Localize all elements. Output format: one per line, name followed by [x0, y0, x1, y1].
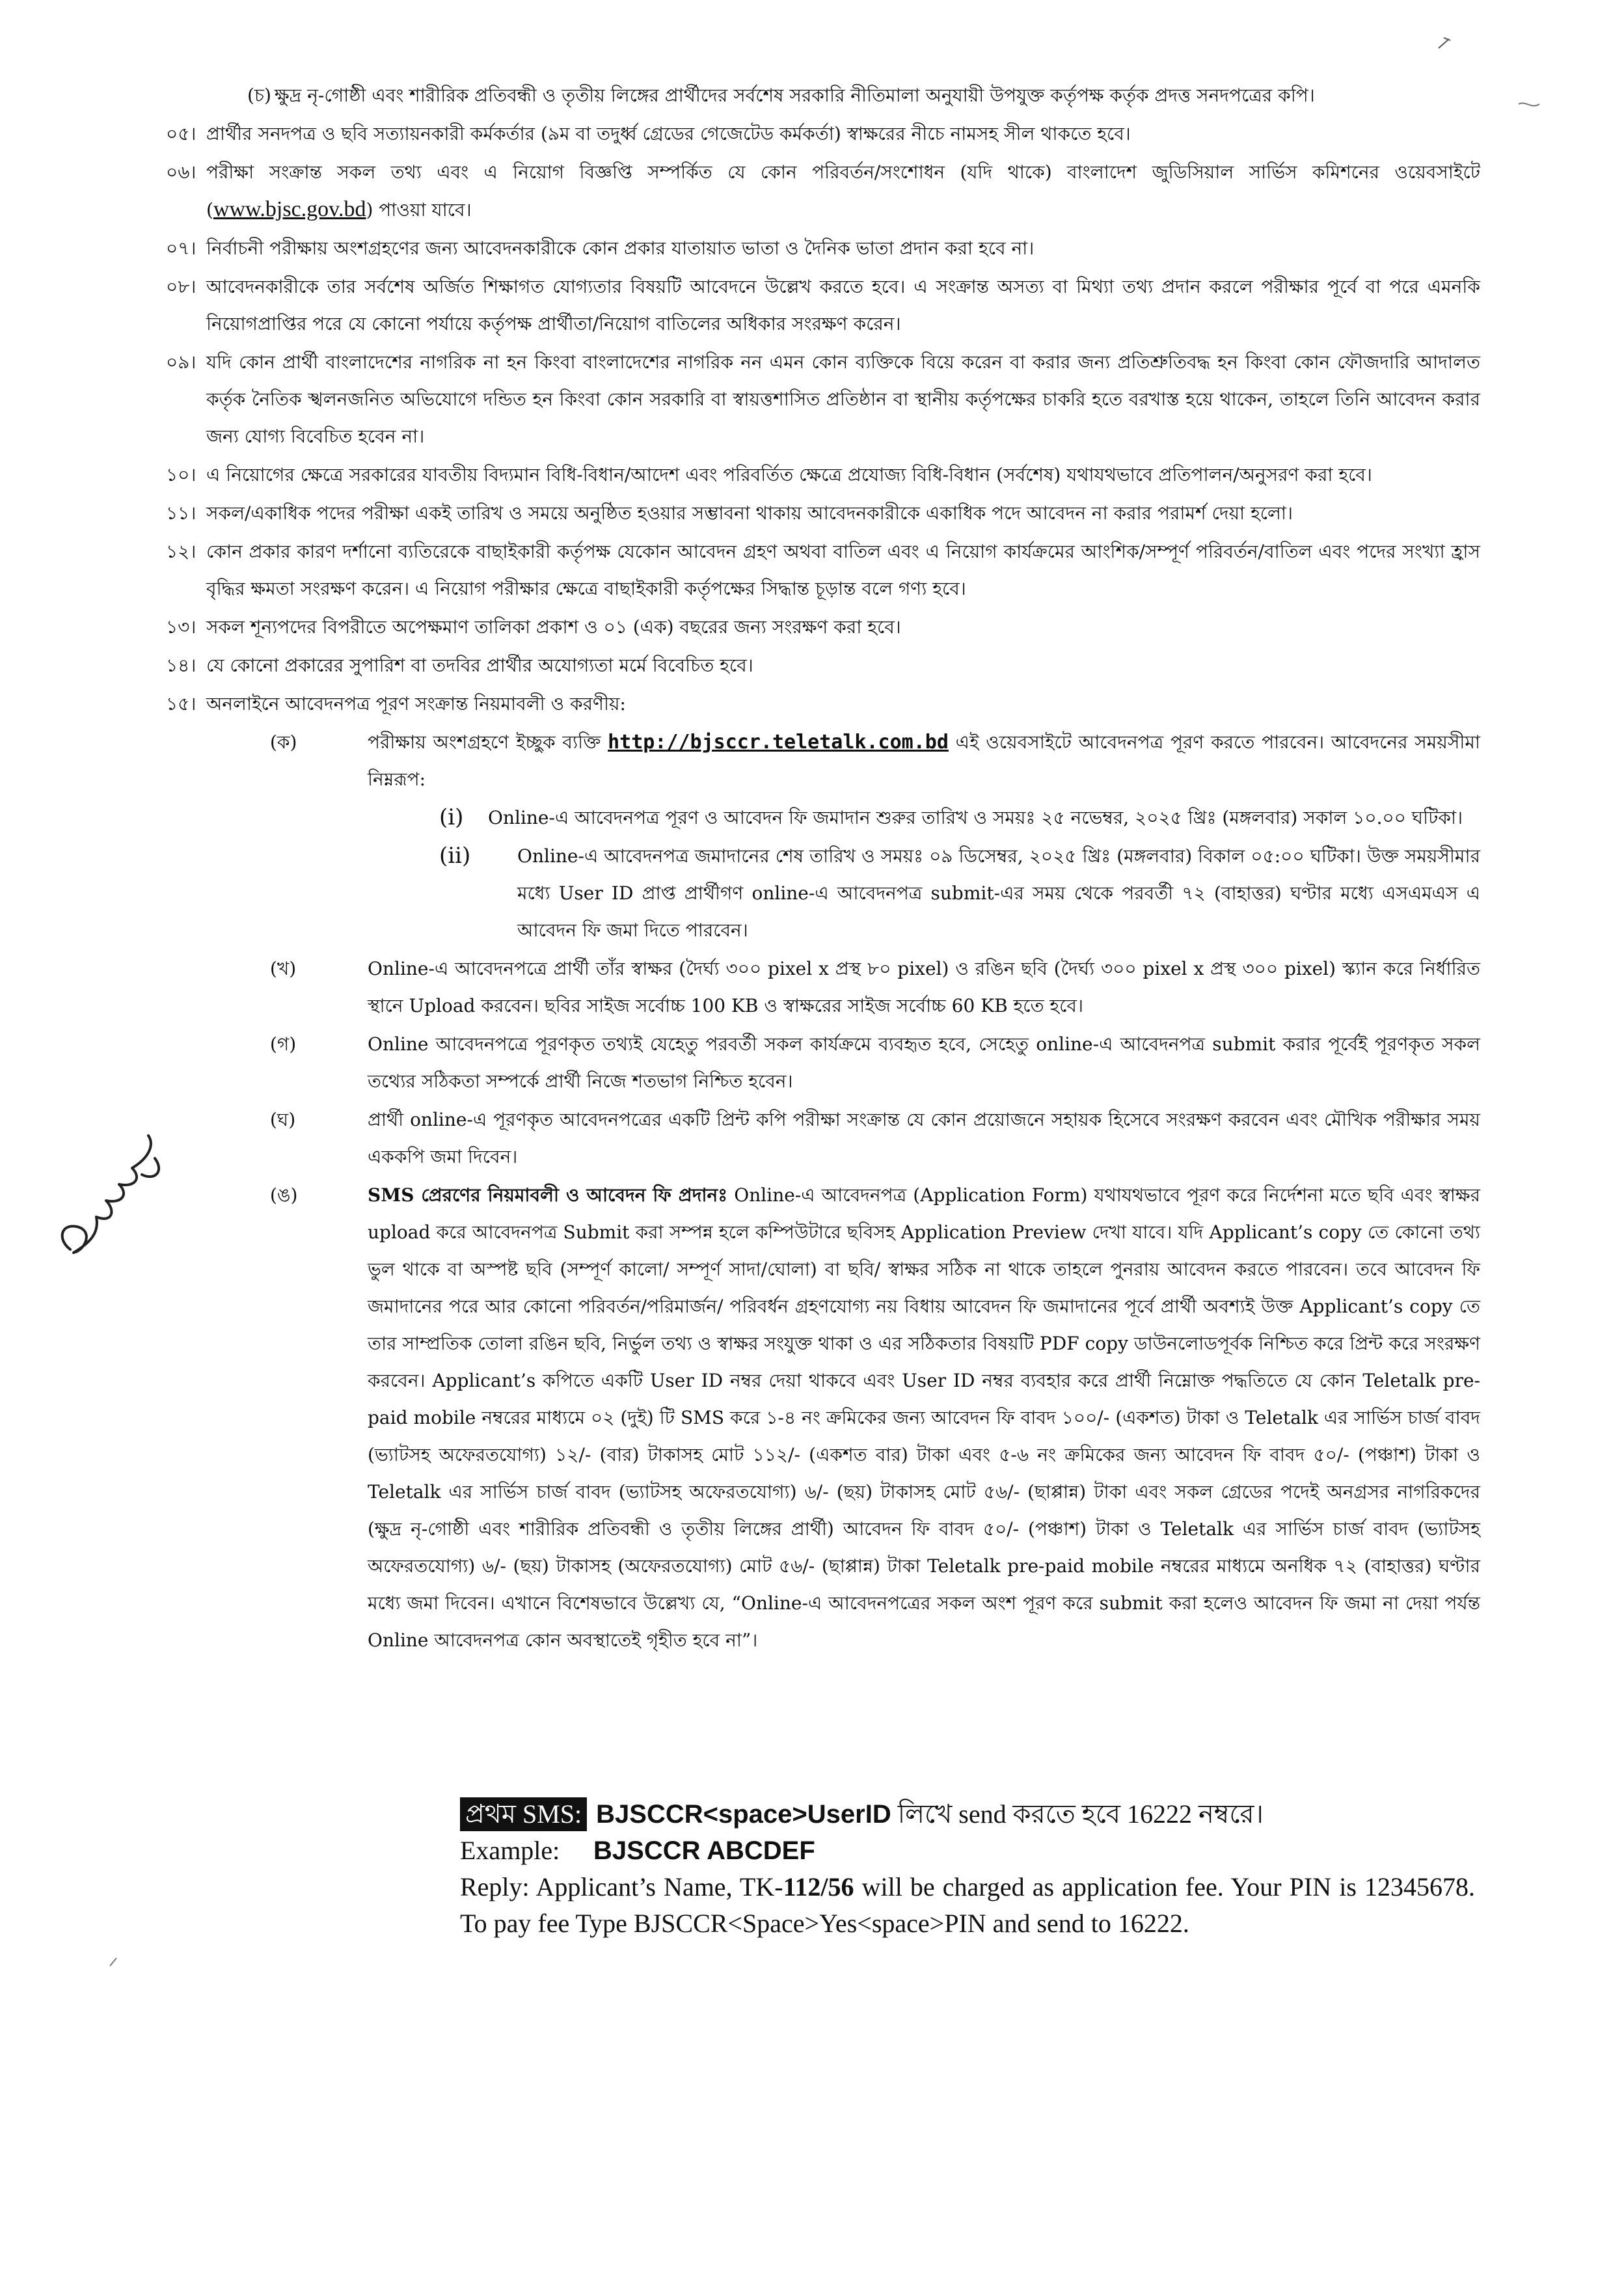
item-text: সকল/একাধিক পদের পরীক্ষা একই তারিখ ও সময়ে অনুষ্ঠিত হওয়ার সম্ভাবনা থাকায় আবেদনকারীকে একাধিক পদে আবেদন না করার পরামর্শ দেয়া হলো।	[206, 502, 1293, 524]
reply-part: Reply: Applicant’s Name, TK-	[460, 1872, 783, 1901]
clause-text: প্রার্থী online-এ পূরণকৃত আবেদনপত্রের একটি প্রিন্ট কপি পরীক্ষা সংক্রান্ত যে কোন প্রয়োজনে সহায়ক হিসেবে সংরক্ষণ করবেন এবং মৌখিক পরীক্ষার সময় এককপি জমা দিবেন।	[368, 1109, 1480, 1167]
clause-text: Online আবেদনপত্রে পূরণকৃত তথ্যই যেহেতু পরবর্তী সকল কার্যক্রমে ব্যবহৃত হবে, সেহেতু online-এ আবেদনপত্র submit করার পূর্বেই পূরণকৃত সকল তথ্যের সঠিকতা সম্পর্কে প্রার্থী নিজে শতভাগ নিশ্চিত হবেন।	[368, 1033, 1480, 1092]
scan-mark	[1435, 34, 1454, 53]
item-09	[166, 344, 1480, 455]
clause-label: (খ)	[270, 958, 297, 979]
item-11	[166, 495, 1480, 532]
item-12	[166, 533, 1480, 607]
clause-label: (গ)	[270, 1033, 297, 1055]
clause-cha	[166, 77, 1480, 114]
item-10	[166, 456, 1480, 493]
handwritten-signature	[51, 1119, 181, 1262]
timeline-i	[166, 799, 1480, 836]
item-number: ১৩।	[166, 616, 196, 638]
clause-label: (ঙ)	[270, 1184, 298, 1206]
notice-body	[166, 77, 1480, 1660]
item-07	[166, 230, 1480, 267]
clause-text: Online-এ আবেদনপত্র (Application Form) যথাযথভাবে পূরণ করে নির্দেশনা মতে ছবি এবং স্বাক্ষর upload করে আবেদনপত্র Submit করা সম্পন্ন হলে কম্পিউটারে ছবিসহ Application Preview দেখা যাবে। যদি Applicant’s copy তে কোনো তথ্য ভুল থাকে বা অস্পষ্ট ছবি (সম্পূর্ণ কালো/ সম্পূর্ণ সাদা/ঘোলা) বা ছবি/ স্বাক্ষর সঠিক না থাকে তাহলে পুনরায় আবেদন করতে পারবেন। তবে আবেদন ফি জমাদানের পরে আর কোনো পরিবর্তন/পরিমার্জন/ পরিবর্ধন গ্রহণযোগ্য নয় বিধায় আবেদন ফি জমাদানের পূর্বে প্রার্থী অবশ্যই উক্ত Applicant’s copy তে তার সাম্প্রতিক তোলা রঙিন ছবি, নির্ভুল তথ্য ও স্বাক্ষর সংযুক্ত থাকা ও এর সঠিকতার বিষয়টি PDF copy ডাউনলোডপূর্বক নিশ্চিত করে প্রিন্ট করে সংরক্ষণ করবেন। Applicant’s কপিতে একটি User ID নম্বর দেয়া থাকবে এবং User ID নম্বর ব্যবহার করে প্রার্থী নিম্নোক্ত পদ্ধতিতে যে কোন Teletalk pre-paid mobile নম্বরের মাধ্যমে ০২ (দুই) টি SMS করে ১-৪ নং ক্রমিকের জন্য আবেদন ফি বাবদ ১০০/- (একশত) টাকা ও Teletalk এর সার্ভিস চার্জ বাবদ (ভ্যাটসহ অফেরতযোগ্য) ১২/- (বার) টাকাসহ মোট ১১২/- (একশত বার) টাকা এবং ৫-৬ নং ক্রমিকের জন্য আবেদন ফি বাবদ ৫০/- (পঞ্চাশ) টাকা ও Teletalk এর সার্ভিস চার্জ বাবদ (ভ্যাটসহ অফেরতযোগ্য) ৬/- (ছয়) টাকাসহ মোট ৫৬/- (ছাপ্পান্ন) টাকা এবং সকল গ্রেডের পদেই অনগ্রসর নাগরিকদের (ক্ষুদ্র নৃ-গোষ্ঠী এবং শারীরিক প্রতিবন্ধী ও তৃতীয় লিঙ্গের প্রার্থী) আবেদন ফি বাবদ ৫০/- (পঞ্চাশ) টাকা ও Teletalk এর সার্ভিস চার্জ বাবদ (ভ্যাটসহ অফেরতযোগ্য) ৬/- (ছয়) টাকাসহ (অফেরতযোগ্য) মোট ৫৬/- (ছাপ্পান্ন) টাকা Teletalk pre-paid mobile নম্বরের মাধ্যমে অনধিক ৭২ (বাহাত্তর) ঘণ্টার মধ্যে জমা দিবেন। এখানে বিশেষভাবে উল্লেখ্য যে, “Online-এ আবেদনপত্রের সকল অংশ পূরণ করে submit করা হলেও আবেদন ফি জমা না দেয়া পর্যন্ত Online আবেদনপত্র কোন অবস্থাতেই গৃহীত হবে না”।	[368, 1184, 1481, 1651]
item-text: প্রার্থীর সনদপত্র ও ছবি সত্যায়নকারী কর্মকর্তার (৯ম বা তদুর্ধ্ব গ্রেডের গেজেটেড কর্মকর্তা) স্বাক্ষরের নীচে নামসহ সীল থাকতে হবে।	[206, 123, 1131, 144]
timeline-label: (ii)	[439, 843, 471, 869]
first-sms-label: প্রথম SMS:	[460, 1797, 587, 1831]
item-08	[166, 268, 1480, 342]
item-text: কোন প্রকার কারণ দর্শানো ব্যতিরেকে বাছাইকারী কর্তৃপক্ষ যেকোন আবেদন গ্রহণ অথবা বাতিল এবং এ নিয়োগ কার্যক্রমের আংশিক/সম্পূর্ণ পরিবর্তন/বাতিল এবং পদের সংখ্যা হ্রাস বৃদ্ধির ক্ষমতা সংরক্ষণ করেন। এ নিয়োগ পরীক্ষার ক্ষেত্রে বাছাইকারী কর্তৃপক্ষের সিদ্ধান্ত চূড়ান্ত বলে গণ্য হবে।	[206, 541, 1480, 599]
item-text: এ নিয়োগের ক্ষেত্রে সরকারের যাবতীয় বিদ্যমান বিধি-বিধান/আদেশ এবং পরিবর্তিত ক্ষেত্রে প্রযোজ্য বিধি-বিধান (সর্বশেষ) যথাযথভাবে প্রতিপালন/অনুসরণ করা হবে।	[206, 464, 1372, 485]
item-13	[166, 608, 1480, 646]
item-14	[166, 647, 1480, 684]
clause-text: এই ওয়েবসাইটে আবেদনপত্র পূরণ করতে পারবেন। আবেদনের সময়সীমা নিম্নরূপ:	[368, 731, 1481, 790]
example-line	[460, 1832, 1475, 1869]
clause-label: (ঘ)	[270, 1109, 296, 1130]
reply-amount: 112/56	[783, 1872, 854, 1901]
item-number: ১০।	[166, 464, 196, 485]
first-sms-line	[460, 1796, 1475, 1832]
timeline-text: Online-এ আবেদনপত্র জমাদানের শেষ তারিখ ও সময়ঃ ০৯ ডিসেম্বর, ২০২৫ খ্রিঃ (মঙ্গলবার) বিকাল ০৫:০০ ঘটিকা। উক্ত সময়সীমার মধ্যে User ID প্রাপ্ত প্রার্থীগণ online-এ আবেদনপত্র submit-এর সময় থেকে পরবর্তী ৭২ (বাহাত্তর) ঘণ্টার মধ্যে এসএমএস এ আবেদন ফি জমা দিতে পারবেন।	[517, 845, 1480, 941]
clause-text: পরীক্ষায় অংশগ্রহণে ইচ্ছুক ব্যক্তি	[368, 731, 608, 753]
clause-ga	[166, 1026, 1480, 1100]
item-number: ১১।	[166, 502, 196, 524]
sms-code: BJSCCR<space>UserID	[596, 1800, 891, 1829]
item-number: ০৯।	[166, 351, 196, 373]
teletalk-application-link[interactable]: http://bjsccr.teletalk.com.bd	[608, 731, 949, 754]
timeline-ii	[166, 838, 1480, 949]
item-text: যে কোনো প্রকারের সুপারিশ বা তদবির প্রার্থীর অযোগ্যতা মর্মে বিবেচিত হবে।	[206, 655, 753, 676]
sms-rules-heading: SMS প্রেরণের নিয়মাবলী ও আবেদন ফি প্রদানঃ	[368, 1184, 728, 1206]
clause-text: ক্ষুদ্র নৃ-গোষ্ঠী এবং শারীরিক প্রতিবন্ধী ও তৃতীয় লিঙ্গের প্রার্থীদের সর্বশেষ সরকারি নীতিমালা অনুযায়ী উপযুক্ত কর্তৃপক্ষ কর্তৃক প্রদত্ত সনদপত্রের কপি।	[275, 85, 1315, 106]
example-value: BJSCCR ABCDEF	[593, 1836, 815, 1865]
reply-text	[460, 1869, 1475, 1942]
item-text: পরীক্ষা সংক্রান্ত সকল তথ্য এবং এ নিয়োগ বিজ্ঞপ্তি সম্পর্কিত যে কোন পরিবর্তন/সংশোধন (যদি থাকে) বাংলাদেশ জুডিসিয়াল সার্ভিস কমিশনের ওয়েবসাইটে (	[206, 161, 1480, 221]
scan-mark	[1516, 98, 1542, 117]
item-text: আবেদনকারীকে তার সর্বশেষ অর্জিত শিক্ষাগত যোগ্যতার বিষয়টি আবেদনে উল্লেখ করতে হবে। এ সংক্রান্ত অসত্য বা মিথ্যা তথ্য প্রদান করলে পরীক্ষার পূর্বে বা পরে এমনকি নিয়োগপ্রাপ্তির পরে যে কোনো পর্যায়ে কর্তৃপক্ষ প্রার্থীতা/নিয়োগ বাতিলের অধিকার সংরক্ষণ করেন।	[206, 276, 1480, 334]
clause-label: (চ)	[247, 85, 271, 106]
item-text: যদি কোন প্রার্থী বাংলাদেশের নাগরিক না হন কিংবা বাংলাদেশের নাগরিক নন এমন কোন ব্যক্তিকে বিয়ে করেন বা করার জন্য প্রতিশ্রুতিবদ্ধ হন কিংবা কোন ফৌজদারি আদালত কর্তৃক নৈতিক স্খলনজনিত অভিযোগে দন্ডিত হন কিংবা কোন সরকারি বা স্বায়ত্তশাসিত প্রতিষ্ঠান বা স্থানীয় কর্তৃপক্ষের চাকরি হতে বরখাস্ত হয়ে থাকেন, তাহলে তিনি আবেদন করার জন্য যোগ্য বিবেচিত হবেন না।	[206, 351, 1480, 447]
item-number: ১৫।	[166, 693, 196, 715]
bjsc-website-link[interactable]: www.bjsc.gov.bd	[213, 197, 366, 221]
item-number: ০৬।	[166, 161, 196, 183]
clause-text: Online-এ আবেদনপত্রে প্রার্থী তাঁর স্বাক্ষর (দৈর্ঘ্য ৩০০ pixel x প্রস্থ ৮০ pixel) ও রঙিন ছবি (দৈর্ঘ্য ৩০০ pixel x প্রস্থ ৩০০ pixel) স্ক্যান করে নির্ধারিত স্থানে Upload করবেন। ছবির সাইজ সর্বোচ্চ 100 KB ও স্বাক্ষরের সাইজ সর্বোচ্চ 60 KB হতে হবে।	[368, 958, 1480, 1016]
item-number: ১৪।	[166, 655, 196, 676]
example-label: Example:	[460, 1836, 560, 1865]
clause-uo	[166, 1177, 1480, 1659]
timeline-label: (i)	[439, 804, 464, 830]
clause-ka	[166, 724, 1480, 798]
sms-instructions	[460, 1796, 1475, 1942]
item-text: ) পাওয়া যাবে।	[366, 199, 472, 221]
clause-gha	[166, 1101, 1480, 1175]
reply-part: will be charged as application fee. Your PIN is 12345678. To pay fee Type BJSCCR<Space>Yes<space>PIN and send to 16222.	[460, 1872, 1475, 1938]
clause-label: (ক)	[270, 731, 297, 753]
item-number: ১২।	[166, 541, 196, 562]
item-number: ০৫।	[166, 123, 196, 144]
clause-kha	[166, 950, 1480, 1024]
item-number: ০৭।	[166, 238, 196, 259]
item-text: অনলাইনে আবেদনপত্র পূরণ সংক্রান্ত নিয়মাবলী ও করণীয়:	[206, 693, 626, 715]
item-15	[166, 685, 1480, 722]
item-text: নির্বাচনী পরীক্ষায় অংশগ্রহণের জন্য আবেদনকারীকে কোন প্রকার যাতায়াত ভাতা ও দৈনিক ভাতা প্রদান করা হবে না।	[206, 238, 1035, 259]
sms-instruction: লিখে send করতে হবে 16222 নম্বরে।	[891, 1799, 1264, 1829]
scan-mark	[107, 1955, 120, 1968]
item-number: ০৮।	[166, 276, 196, 297]
timeline-text: Online-এ আবেদনপত্র পূরণ ও আবেদন ফি জমাদান শুরুর তারিখ ও সময়ঃ ২৫ নভেম্বর, ২০২৫ খ্রিঃ (মঙ্গলবার) সকাল ১০.০০ ঘটিকা।	[488, 807, 1463, 828]
item-05	[166, 115, 1480, 152]
item-text: সকল শূন্যপদের বিপরীতে অপেক্ষমাণ তালিকা প্রকাশ ও ০১ (এক) বছরের জন্য সংরক্ষণ করা হবে।	[206, 616, 901, 638]
item-06	[166, 154, 1480, 228]
